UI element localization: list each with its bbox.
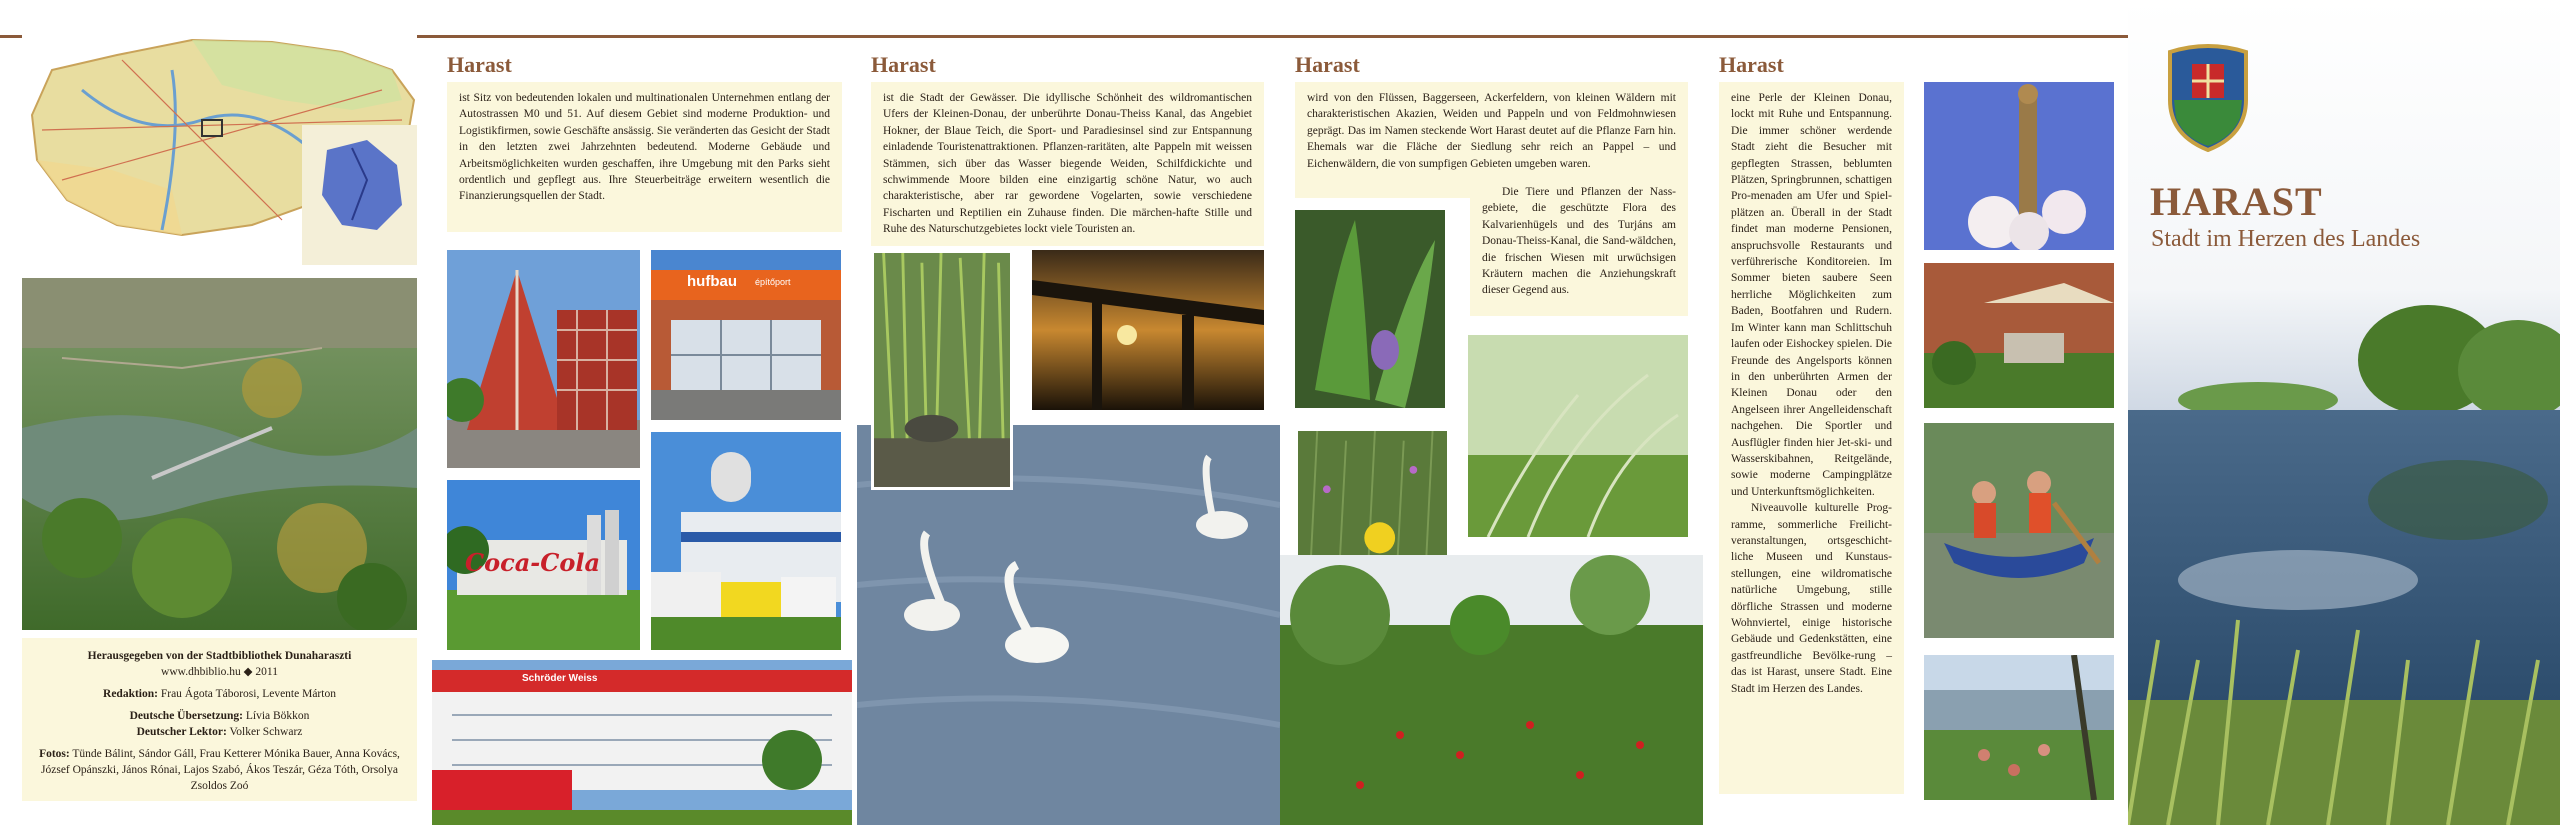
panel-5-paragraph-a: eine Perle der Kleinen Donau, lockt mit Ruhe und Entspannung. Die immer schöner werdende Stadt zieht die Besucher mit gepflegten Strassen, beblumten Plätzen, Springbrunnen, schattigen Pro-menaden am Ufer und Spiel-plätzen an. Überall in der Stadt findet man moderne Pensionen, anspruchsvolle Restaurants und verführerische Konditoreien. Im Sommer bieten saubere Seen herrliche Möglichkeiten zum Baden, Bootfahren und Rudern. Im Winter kann man Schlittschuh laufen oder Eishockey spielen. Die Freunde des Angelsports können in den unberührten Armen der Kleinen Donau oder den Angelseen ihrer Angelleidenschaft nachgehen. Die Sportler und Ausflügler finden hier Jet-ski- und Wasserskibahnen, Reitgelände, sowie moderne Campingplätze und Unterkunftsmöglichkeiten. xyxy=(1731,92,1892,498)
panel-3-paragraph: ist die Stadt der Gewässer. Die idyllische Schönheit des wildromantischen Ufers der Kleinen-Donau, der unberührte Donau-Theiss Kanal, das Angebiet Hokner, der Blaue Teich, die Sport- und Paradiesinsel sind zur Entspannung einladende Touristenattraktionen. Pflanzen-raritäten, alte Pappeln mit weissen Stämmen, sich über das Wasser biegende Weiden, Schilfdickichte und schwimmende Moore bilden eine einzigartig schöne Natur, wo auch charakteristische, aber rar gewordene Vogelarten, sowie verschiedene Fischarten und Reptilien ein Zuhause finden. Die märchen-hafte Stille und Ruhe des Naturschutzgebietes lockt viele Touristen an. xyxy=(883,92,1252,236)
redaktion-label: Redaktion: xyxy=(103,688,158,700)
canoe-photo xyxy=(1924,423,2114,638)
glass-building-photo xyxy=(447,250,640,468)
hufbau-store-photo xyxy=(651,250,841,420)
panel-4-paragraph-b: Die Tiere und Pflanzen der Nass-gebiete, die geschützte Flora des Kalvarienhügels und des Turjáns am Donau-Theiss-Kanal, die Sand-wäldchen, die frischen Wiesen mit urwüchsigen Kräutern machen die Anziehungskraft dieser Gegend aus. xyxy=(1482,186,1676,297)
coca-cola-plant-photo xyxy=(447,480,640,650)
turtle-reeds-photo xyxy=(871,250,1013,490)
aerial-photo xyxy=(22,278,417,630)
schroder-sign: Schröder Weiss xyxy=(522,673,598,684)
panel-3-title: Harast xyxy=(871,52,936,77)
lector-name: Volker Schwarz xyxy=(229,726,303,738)
hufbau-sign-sub: építőport xyxy=(755,277,791,287)
grass-photo xyxy=(1468,335,1688,537)
panel-2-text xyxy=(447,82,842,232)
translation-label: Deutsche Übersetzung: xyxy=(129,710,243,722)
photos-names: Tünde Bálint, Sándor Gáll, Frau Ketterer Mónika Bauer, Anna Kovács, József Opánszki, János Rónai, Lajos Szabó, Ákos Teszár, Géza Tóth, Orsolya Zsoldos Zoó xyxy=(41,748,400,792)
panel-3-text xyxy=(871,82,1264,246)
logistics-trucks-photo xyxy=(651,432,841,650)
terrace-cafe-photo xyxy=(1924,263,2114,408)
lector-label: Deutscher Lektor: xyxy=(136,726,227,738)
hufbau-sign: hufbau xyxy=(687,273,737,290)
bridge-sunset-photo xyxy=(1032,250,1264,410)
panel-5-paragraph-b: Niveauvolle kulturelle Prog-ramme, sommerliche Freilicht-veranstaltungen, ortsgeschicht-liche Museen und Kunstaus-stellungen, eine wildromatische natürliche Umgebung, stille dörfliche Strassen und moderne Wohnviertel, einige historische Gebäude und Gedenkstätten, eine gastfreundliche Bevölke-rung – das ist Harast, unsere Stadt. Eine Stadt im Herzen des Landes. xyxy=(1731,502,1892,695)
cover-title: HARAST xyxy=(2150,179,2323,224)
photos-label: Fotos: xyxy=(39,748,70,760)
coca-cola-sign: Coca-Cola xyxy=(465,548,601,577)
website-year: www.dhbiblio.hu ◆ 2011 xyxy=(161,666,278,678)
map-image xyxy=(22,30,417,265)
schroder-weiss-building-photo xyxy=(432,660,852,825)
poppy-field-photo xyxy=(1280,555,1703,825)
credits-box xyxy=(22,638,417,801)
panel-5-text xyxy=(1719,82,1904,794)
panel-2-paragraph: ist Sitz von bedeutenden lokalen und multinationalen Unternehmen entlang der Autostrassen M0 und 51. Auf diesem Gebiet sind moderne Produktion- und Logistikfirmen, sowie Geschäfte ansässig. Sie veränderten das Gesicht der Stadt in den letzten zwei Jahrzehnten bedeutend. Moderne Gebäude und Arbeitsmöglichkeiten wurden geschaffen, ihre Umgebung mit den Parks sieht ordentlich und gepflegt aus. Ihre Steuerbeiträge erweitern wesentlich die Finanzierungsquellen der Stadt. xyxy=(459,92,830,203)
cover-subtitle: Stadt im Herzen des Landes xyxy=(2151,226,2421,252)
panel-4-text-b xyxy=(1470,176,1688,316)
publisher-line: Herausgegeben von der Stadtbibliothek Dunaharaszti xyxy=(87,650,352,662)
panel-4-title: Harast xyxy=(1295,52,1360,77)
translation-name: Lívia Bökkon xyxy=(245,710,310,722)
blossom-tower-photo xyxy=(1924,82,2114,250)
coat-of-arms-icon xyxy=(2162,40,2254,152)
panel-2-title: Harast xyxy=(447,52,512,77)
panel-5-title: Harast xyxy=(1719,52,1784,77)
redaktion-names: Frau Ágota Táborosi, Levente Márton xyxy=(160,688,336,700)
beach-photo xyxy=(1924,655,2114,800)
flower-leaves-photo xyxy=(1295,210,1445,408)
panel-4-paragraph-a: wird von den Flüssen, Baggerseen, Ackerfeldern, von kleinen Wäldern mit charakteristischen Akazien, Weiden und Pappeln und von Feldmohnwiesen geprägt. Das im Namen steckende Wort Harast deutet auf die Pflanze Farn hin. Ehemals war die Fläche der Siedlung sehr reich an Pappel – und Eichenwäldern, die von sumpfigen Gebieten umgeben waren. xyxy=(1307,92,1676,170)
